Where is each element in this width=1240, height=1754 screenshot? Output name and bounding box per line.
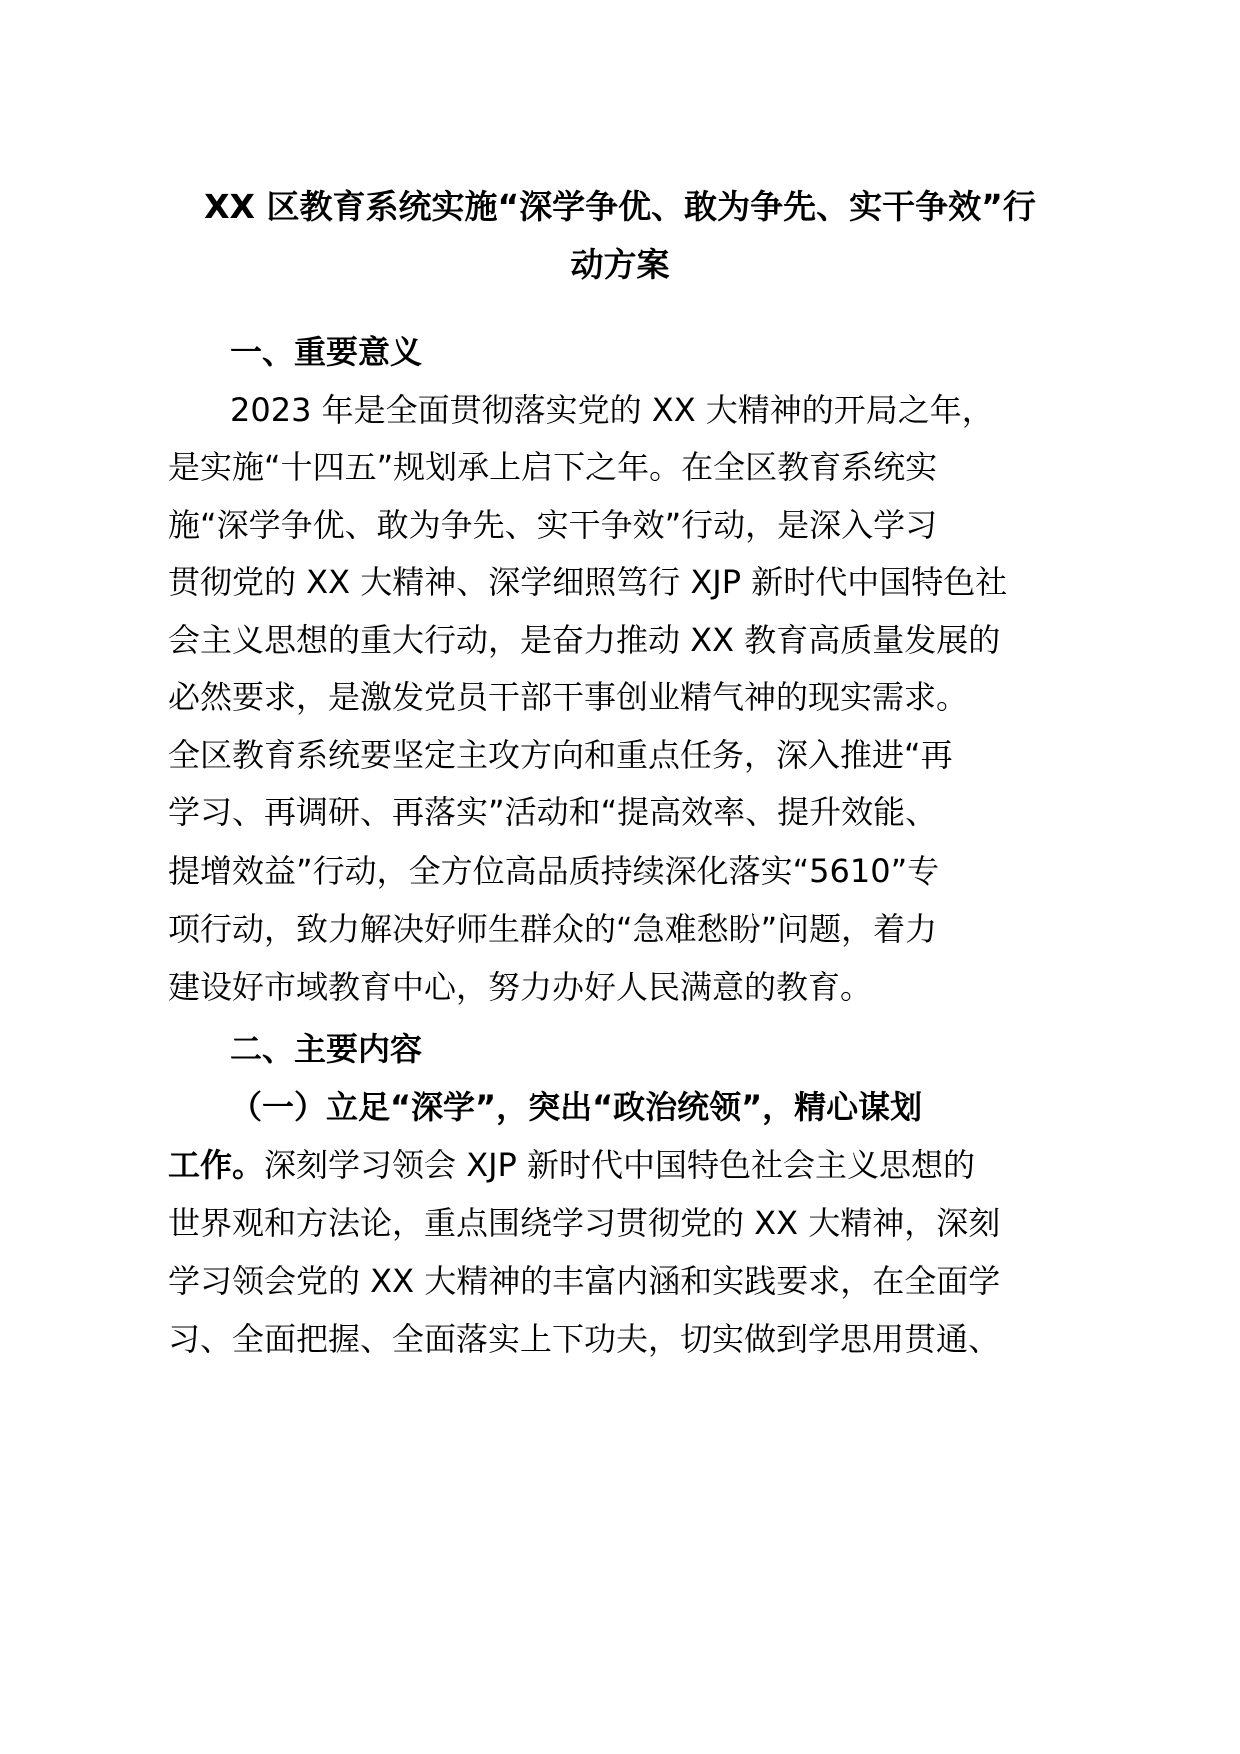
paragraph-line: 建设好市域教育中心，努力办好人民满意的教育。 [168,968,873,1006]
subsection-heading-tail: 工作。 [168,1146,265,1184]
document-title-line-1: XX 区教育系统实施“深学争优、敢为争先、实干争效”行 [204,187,1036,226]
paragraph-line: 学习、再调研、再落实”活动和“提高效率、提升效能、 [168,793,938,831]
paragraph-line: 是实施“十四五”规划承上启下之年。在全区教育系统实 [168,448,938,486]
document-title-line-2: 动方案 [570,245,670,284]
paragraph-line: 贯彻党的 XX 大精神、深学细照笃行 XJP 新时代中国特色社 [168,563,1008,601]
paragraph-line: 必然要求，是激发党员干部干事创业精气神的现实需求。 [168,678,969,716]
paragraph-line: 会主义思想的重大行动，是奋力推动 XX 教育高质量发展的 [168,621,1001,659]
paragraph-line: 全区教育系统要坚定主攻方向和重点任务，深入推进“再 [168,736,953,774]
paragraph-line: 2023 年是全面贯彻落实党的 XX 大精神的开局之年， [230,391,994,429]
section-heading-importance: 一、重要意义 [230,333,423,371]
paragraph-line: 世界观和方法论，重点围绕学习贯彻党的 XX 大精神，深刻 [168,1204,1001,1242]
paragraph-line: 施“深学争优、敢为争先、实干争效”行动，是深入学习 [168,506,938,544]
paragraph-line: 项行动，致力解决好师生群众的“急难愁盼”问题，着力 [168,910,938,948]
paragraph-line: 提增效益”行动，全方位高品质持续深化落实“5610”专 [168,852,940,890]
paragraph-line: 学习领会党的 XX 大精神的丰富内涵和实践要求，在全面学 [168,1262,1001,1300]
section-heading-main-content: 二、主要内容 [230,1030,423,1068]
paragraph-line-mixed [168,1145,975,1185]
subsection-heading-line: （一）立足“深学”，突出“政治统领”，精心谋划 [230,1088,923,1126]
paragraph-text: 深刻学习领会 XJP 新时代中国特色社会主义思想的 [264,1146,976,1184]
paragraph-line: 习、全面把握、全面落实上下功夫，切实做到学思用贯通、 [168,1320,1001,1358]
